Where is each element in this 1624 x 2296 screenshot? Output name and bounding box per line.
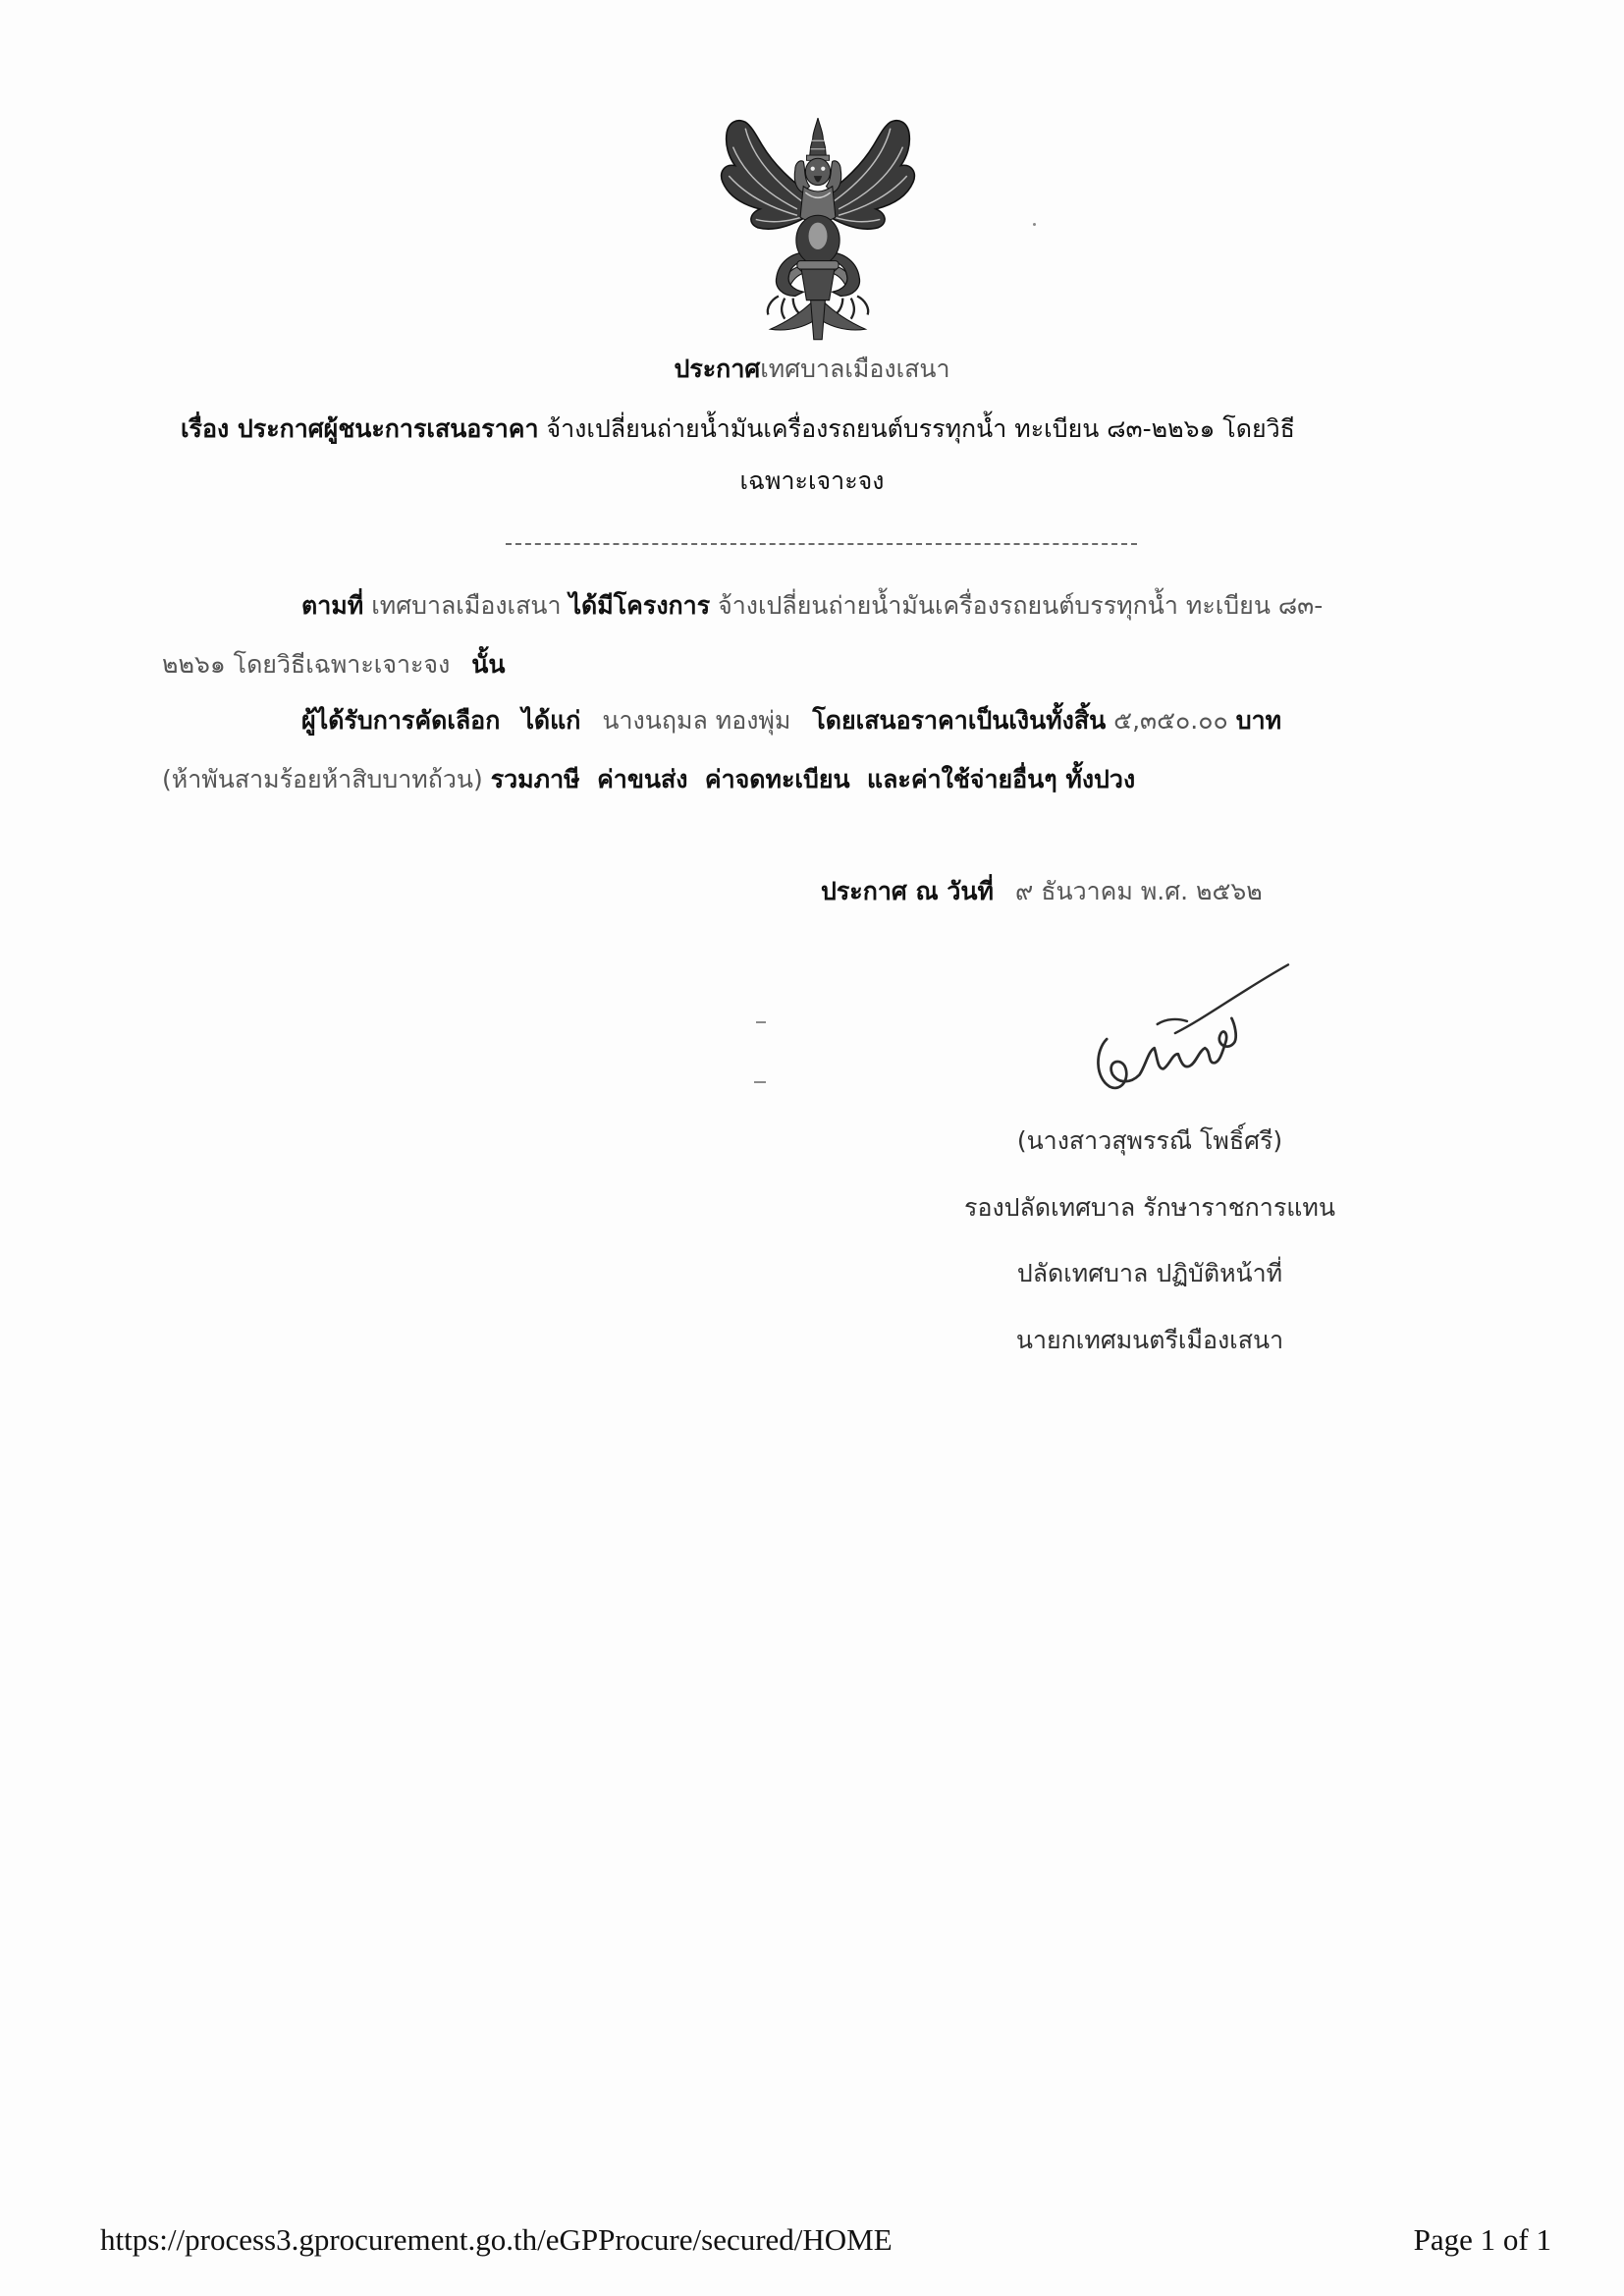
p1-project: จ้างเปลี่ยนถ่ายน้ำมันเครื่องรถยนต์บรรทุกน้ำ ทะเบียน ๘๓- [718,591,1324,620]
paragraph-1-line-1 [301,582,1323,629]
paragraph-2-line-1 [301,697,1281,744]
paragraph-2-line-2 [162,756,1135,803]
price-label: โดยเสนอราคาเป็นเงินทั้งสิ้น [812,706,1107,735]
subject-label: เรื่อง ประกาศผู้ชนะการเสนอราคา [181,414,539,443]
signatory-position-2: ปลัดเทศบาล ปฏิบัติหน้าที่ [1016,1259,1283,1287]
scan-dot [1033,223,1036,226]
price-currency: บาท [1235,706,1282,735]
signatory-position-1: รองปลัดเทศบาล รักษาราชการแทน [964,1193,1335,1222]
subject-text-continued: เฉพาะเจาะจง [739,466,885,495]
garuda-belt [797,261,839,269]
scan-mark [754,1081,766,1083]
dashed-separator [506,543,1137,545]
subject-line-1 [181,406,1295,453]
price-inclusions: รวมภาษี ค่าขนส่ง ค่าจดทะเบียน และค่าใช้จ่ายอื่นๆ ทั้งปวง [490,765,1136,793]
p2-label-to: ได้แก่ [521,706,581,735]
garuda-eye-right [821,167,825,171]
subject-text: จ้างเปลี่ยนถ่ายน้ำมันเครื่องรถยนต์บรรทุกน้ำ ทะเบียน ๘๓-๒๒๖๑ โดยวิธี [546,414,1295,443]
p1-ending: นั้น [471,650,506,679]
signatory-name: (นางสาวสุพรรณี โพธิ์ศรี) [1016,1126,1283,1155]
title-prefix: ประกาศ [674,355,761,383]
scan-mark [756,1021,766,1023]
footer-page-indicator: Page 1 of 1 [1413,2222,1551,2257]
garuda-body-highlight [809,223,828,249]
p1-label: ตามที่ [301,591,364,620]
p1-connector: ได้มีโครงการ [568,591,711,620]
page-title [0,346,1624,393]
signature-stroke-main [1098,1018,1235,1088]
garuda-center-tail [811,301,826,340]
winner-name: นางนฤมล ทองพุ่ม [602,706,791,735]
p2-label: ผู้ได้รับการคัดเลือก [301,706,501,735]
date-label: ประกาศ ณ วันที่ [821,877,994,905]
p1-agency: เทศบาลเมืองเสนา [371,591,562,620]
title-agency: เทศบาลเมืองเสนา [760,355,950,383]
price-amount: ๕,๓๕๐.๐๐ [1113,706,1228,735]
date-value: ๙ ธันวาคม พ.ศ. ๒๕๖๒ [1014,877,1263,905]
garuda-emblem-icon [714,116,922,344]
handwritten-signature [1086,958,1294,1102]
announcement-date [821,868,1263,915]
signature-stroke-flourish [1175,964,1288,1033]
footer-url: https://process3.gprocurement.go.th/eGPProcure/secured/HOME [100,2222,893,2257]
garuda-crown [810,118,827,157]
signature-stroke-tick [1158,1019,1187,1024]
p1-project-continued: ๒๒๖๑ โดยวิธีเฉพาะเจาะจง [162,650,451,679]
amount-in-words: (ห้าพันสามร้อยห้าสิบบาทถ้วน) [162,765,483,793]
garuda-eye-left [811,167,815,171]
subject-line-2 [0,458,1624,505]
signatory-position-3: นายกเทศมนตรีเมืองเสนา [1015,1326,1284,1354]
paragraph-1-line-2 [162,641,505,688]
garuda-lower-garment [801,269,835,301]
